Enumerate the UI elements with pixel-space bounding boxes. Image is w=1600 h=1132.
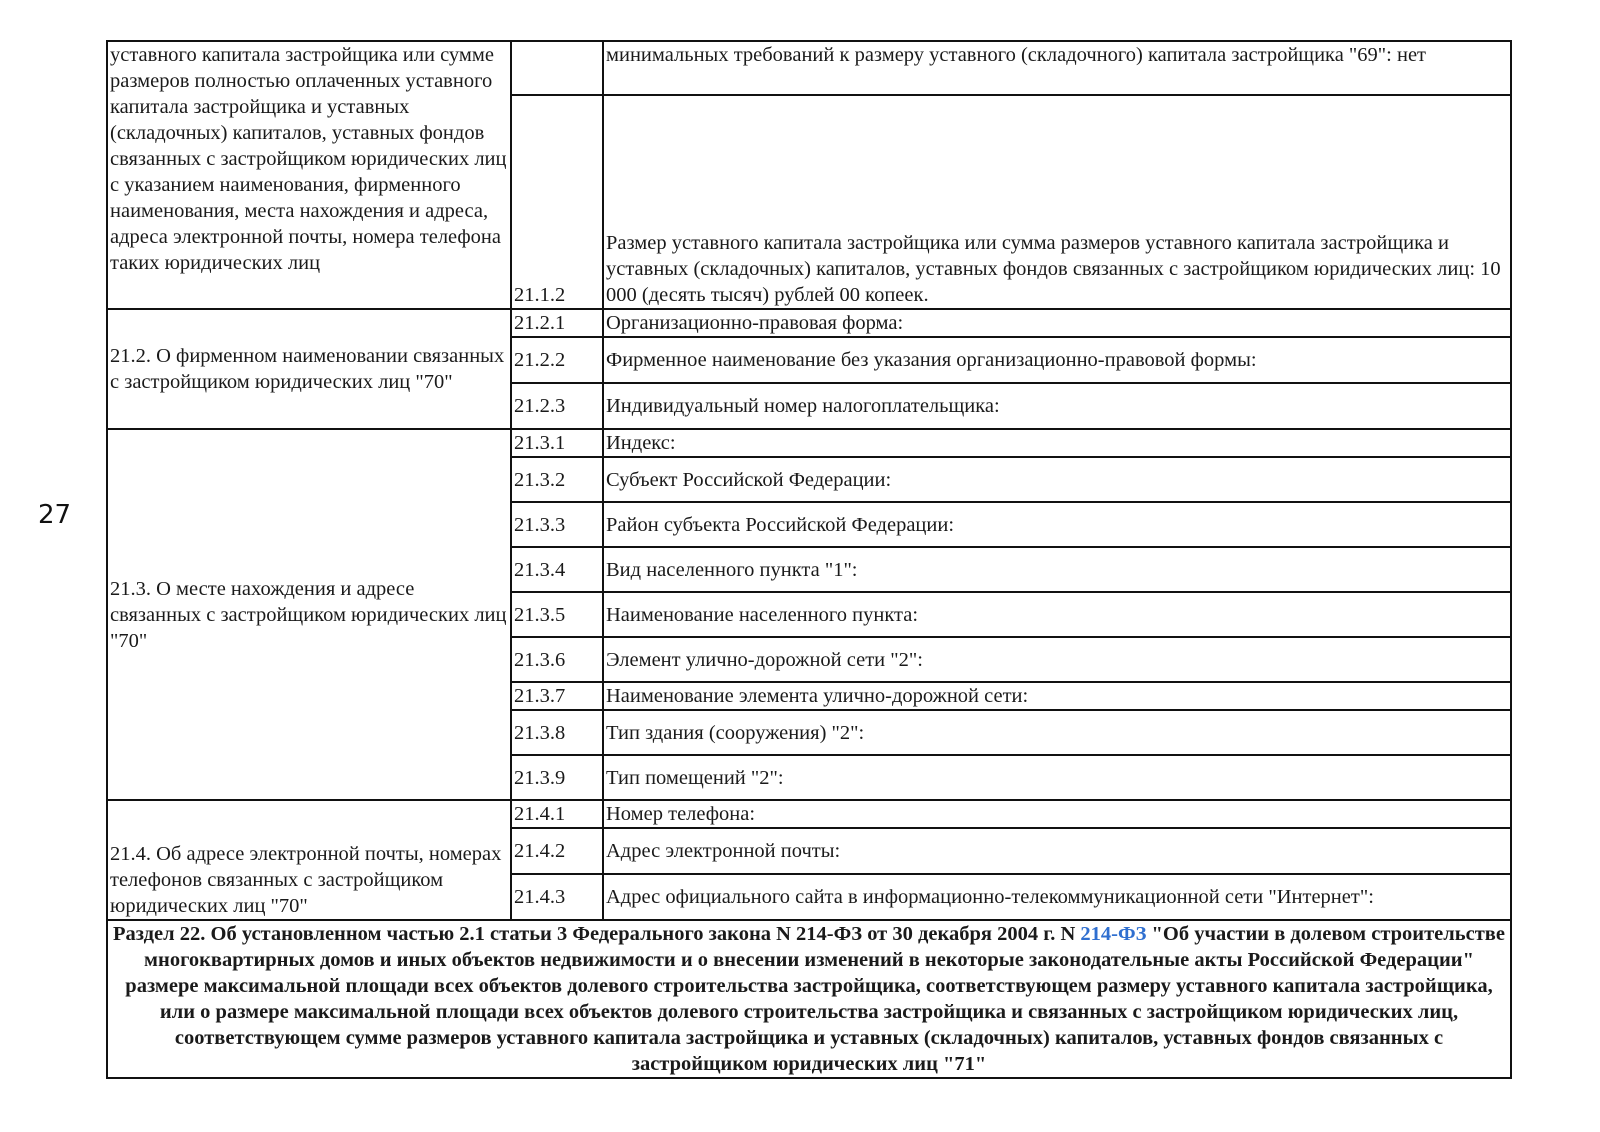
section-22-heading: [107, 920, 1511, 1078]
row-number: 21.3.1: [511, 429, 603, 457]
group-title: 21.4. Об адресе электронной почты, номерах телефонов связанных с застройщиком юридических лиц "70": [107, 800, 511, 920]
row-number: 21.3.6: [511, 637, 603, 682]
row-label: уставного капитала застройщика или сумме размеров полностью оплаченных уставного капитала застройщика и уставных (складочных) капиталов, уставных фондов связанных с застройщиком юридических лиц с указанием наименования, фирменного наименования, места нахождения и адреса, адреса электронной почты, номера телефона таких юридических лиц: [107, 41, 511, 309]
row-number: 21.3.8: [511, 710, 603, 755]
section-header-row: [107, 920, 1511, 1078]
row-text: минимальных требований к размеру уставного (складочного) капитала застройщика "69": нет: [603, 41, 1511, 95]
section-22-text-start: Раздел 22. Об установленном частью 2.1 статьи 3 Федерального закона N 214-ФЗ от 30 декабря 2004 г. N: [113, 923, 1081, 945]
row-text: Индекс:: [603, 429, 1511, 457]
row-text: Индивидуальный номер налогоплательщика:: [603, 383, 1511, 429]
row-text: Вид населенного пункта "1":: [603, 547, 1511, 592]
row-text: Район субъекта Российской Федерации:: [603, 502, 1511, 547]
row-text: Наименование населенного пункта:: [603, 592, 1511, 637]
row-number: 21.4.3: [511, 874, 603, 920]
row-text: Адрес электронной почты:: [603, 828, 1511, 874]
row-number: 21.3.7: [511, 682, 603, 710]
table-row: [107, 41, 1511, 95]
row-number: 21.1.2: [511, 95, 603, 309]
row-text: Тип здания (сооружения) "2":: [603, 710, 1511, 755]
row-number: 21.4.2: [511, 828, 603, 874]
row-number: [511, 41, 603, 95]
row-text: Элемент улично-дорожной сети "2":: [603, 637, 1511, 682]
row-number: 21.3.9: [511, 755, 603, 800]
table-row: [107, 429, 1511, 457]
group-title: 21.2. О фирменном наименовании связанных с застройщиком юридических лиц "70": [107, 309, 511, 429]
row-text: Фирменное наименование без указания организационно-правовой формы:: [603, 337, 1511, 383]
row-text: Организационно-правовая форма:: [603, 309, 1511, 337]
law-link[interactable]: 214-ФЗ: [1080, 923, 1147, 945]
row-number: 21.3.2: [511, 457, 603, 502]
row-number: 21.3.4: [511, 547, 603, 592]
section-22-text-end: "Об участии в долевом строительстве многоквартирных домов и иных объектов недвижимости и о внесении изменений в некоторые законодательные акты Российской Федерации" размере максимальной площади всех объектов долевого строительства застройщика, соответствующем размеру уставного капитала застройщика, или о размере максимальной площади всех объектов долевого строительства застройщика и связанных с застройщиком юридических лиц, соответствующем сумме размеров уставного капитала застройщика и уставных (складочных) капиталов, уставных фондов связанных с застройщиком юридических лиц "71": [125, 923, 1505, 1075]
row-number: 21.4.1: [511, 800, 603, 828]
row-text: Тип помещений "2":: [603, 755, 1511, 800]
row-text: Номер телефона:: [603, 800, 1511, 828]
row-number: 21.2.3: [511, 383, 603, 429]
row-text: Субъект Российской Федерации:: [603, 457, 1511, 502]
row-text: Размер уставного капитала застройщика или сумма размеров уставного капитала застройщика и уставных (складочных) капиталов, уставных фондов связанных с застройщиком юридических лиц: 10 000 (десять тысяч) рублей 00 копеек.: [603, 95, 1511, 309]
disclosure-table: [106, 40, 1512, 1079]
row-number: 21.2.2: [511, 337, 603, 383]
row-text: Адрес официального сайта в информационно-телекоммуникационной сети "Интернет":: [603, 874, 1511, 920]
row-number: 21.3.3: [511, 502, 603, 547]
page-number: 27: [38, 500, 72, 530]
row-number: 21.3.5: [511, 592, 603, 637]
row-text: Наименование элемента улично-дорожной сети:: [603, 682, 1511, 710]
table-row: [107, 800, 1511, 828]
group-title: 21.3. О месте нахождения и адресе связанных с застройщиком юридических лиц "70": [107, 429, 511, 800]
row-number: 21.2.1: [511, 309, 603, 337]
table-row: [107, 309, 1511, 337]
